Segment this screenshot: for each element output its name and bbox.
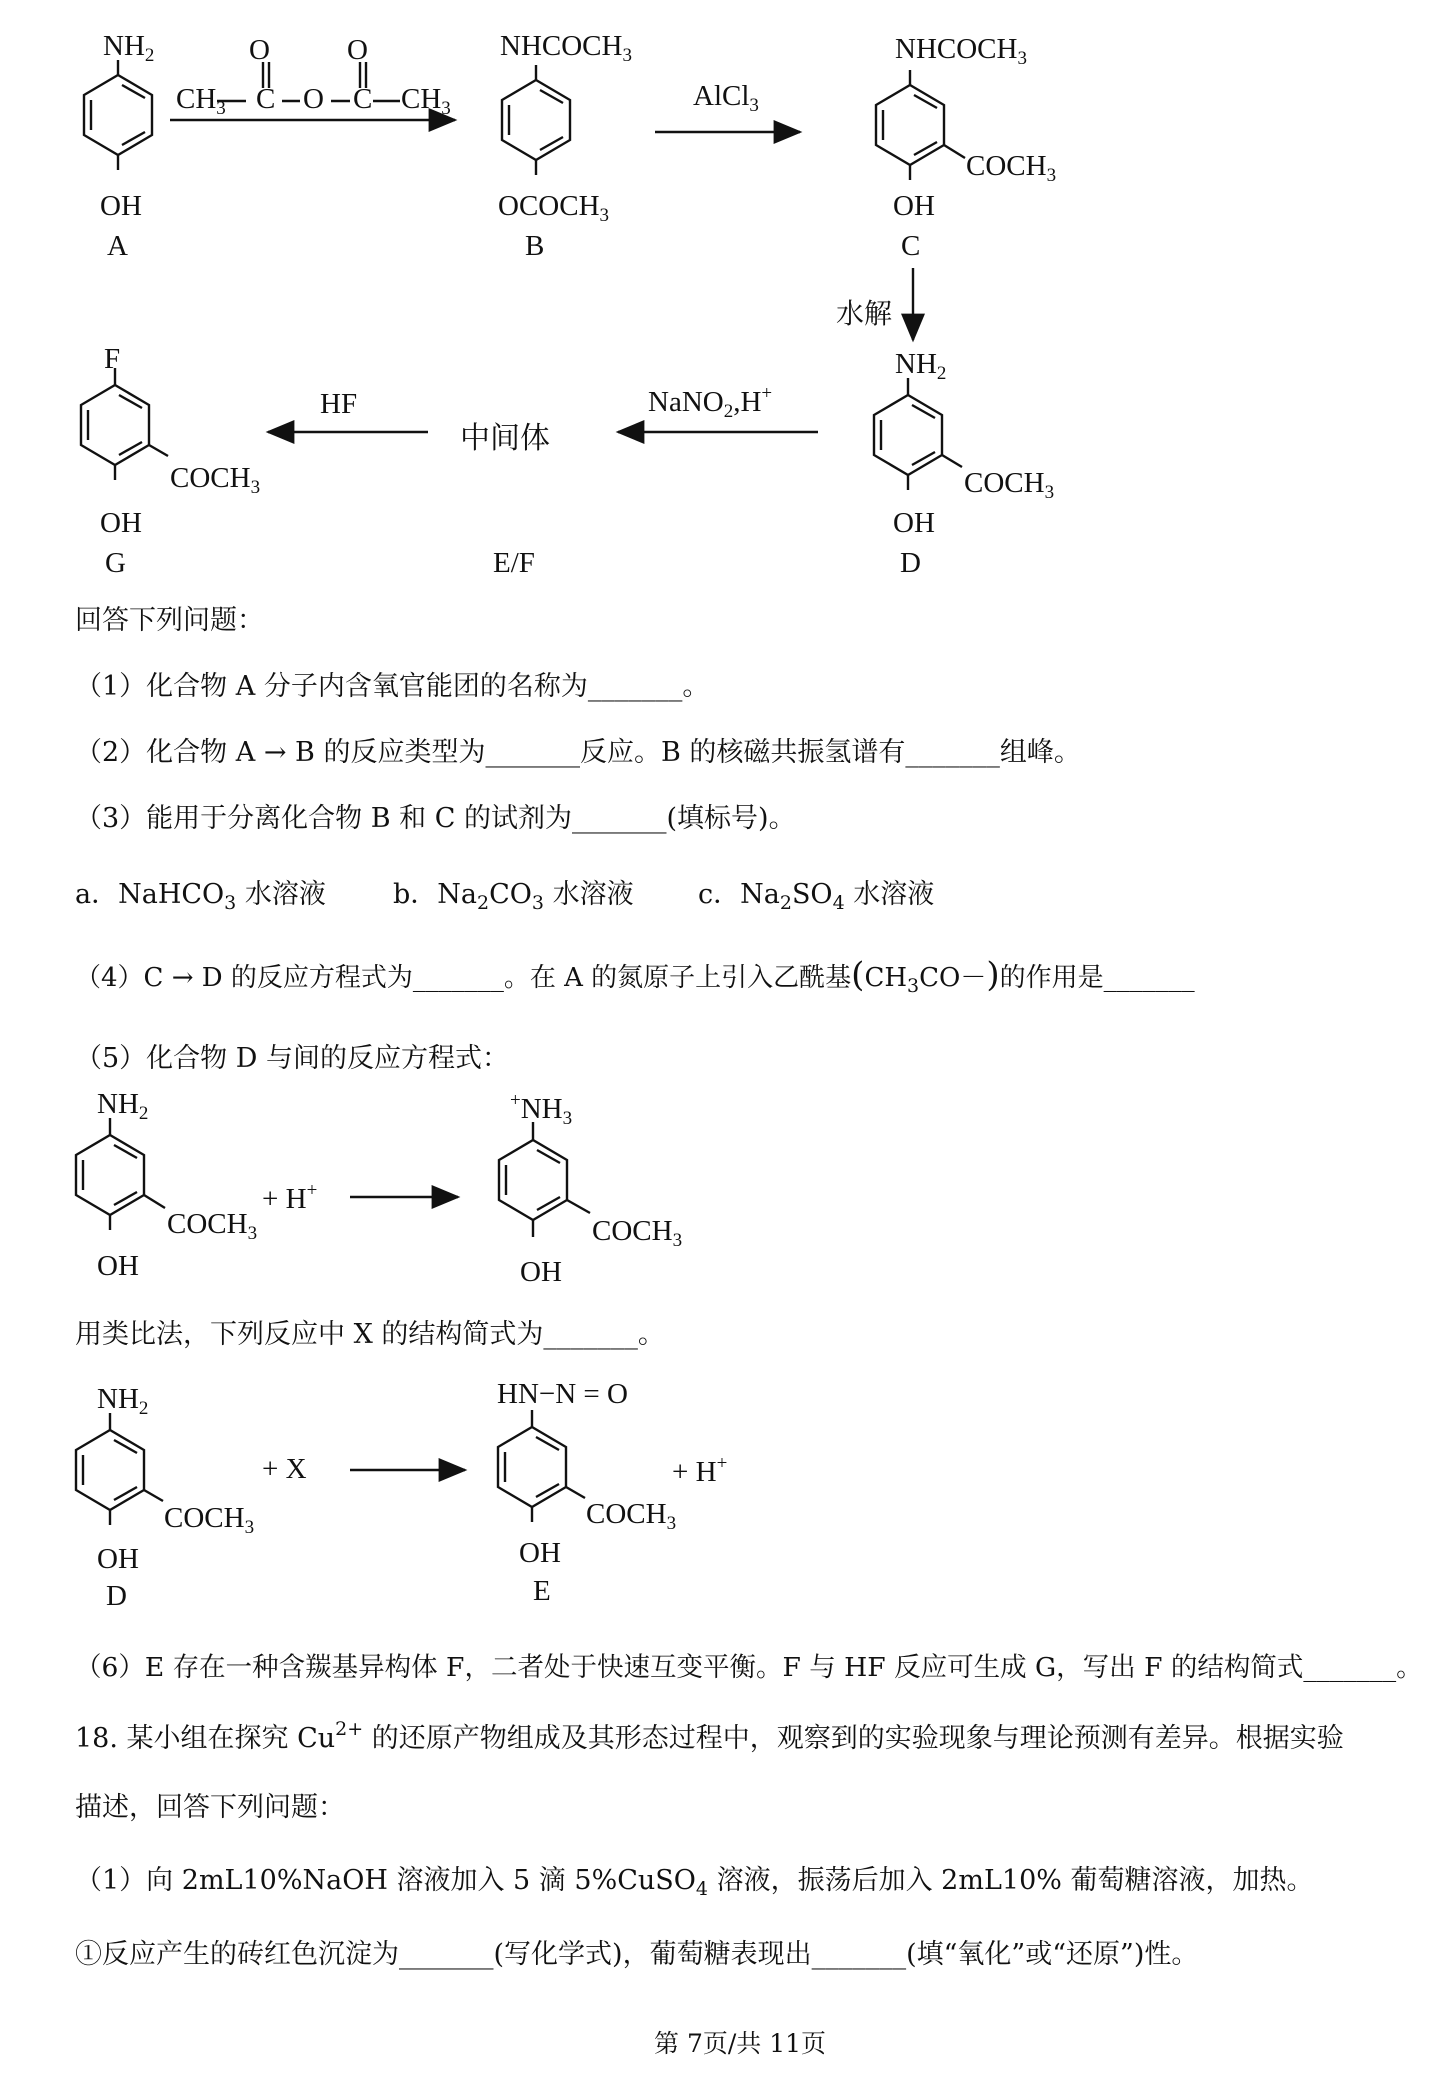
intermediate-label: 中间体 bbox=[460, 421, 550, 456]
question-3: （3）能用于分离化合物 B 和 C 的试剂为_______(填标号)。 bbox=[75, 803, 796, 834]
question-4: （4）C → D 的反应方程式为_______。在 A 的氮原子上引入乙酰基$(CH_3CO-)$的作用是_______ bbox=[75, 955, 1195, 997]
eq2-right-name: E bbox=[533, 1575, 551, 1607]
reagent-c-left: C bbox=[256, 83, 276, 115]
reagent-o-right: O bbox=[347, 34, 368, 66]
benzene-ring-eq2-right bbox=[498, 1410, 585, 1522]
q18-sub1a: ①反应产生的砖红色沉淀为_______(写化学式)，葡萄糖表现出_______(填“氧化”或“还原”)性。 bbox=[75, 1939, 1199, 1970]
reagent-ch3-left: $CH_3$ bbox=[176, 83, 226, 119]
benzene-ring-g bbox=[81, 368, 168, 480]
benzene-ring-eq2-left bbox=[76, 1413, 163, 1525]
analogy-question: 用类比法，下列反应中 X 的结构简式为_______。 bbox=[75, 1319, 665, 1350]
option-b: b．$Na_2CO_3$ 水溶液 bbox=[393, 879, 634, 914]
compound-g-name: G bbox=[105, 547, 126, 579]
compound-a-name: A bbox=[107, 230, 128, 262]
compound-d-name: D bbox=[900, 547, 921, 579]
questions-intro: 回答下列问题： bbox=[75, 605, 264, 636]
reagent-o-bridge: O bbox=[303, 83, 324, 115]
option-a: a．NaHCO$_3$ 水溶液 bbox=[75, 879, 326, 914]
intermediate-name: E/F bbox=[493, 547, 535, 579]
eq2-left-side: $COCH_3$ bbox=[164, 1502, 255, 1538]
reagent-c-right: C bbox=[353, 83, 373, 115]
eq2-left-hydroxyl: OH bbox=[97, 1543, 139, 1575]
eq2-plus-proton: + H+ bbox=[672, 1453, 728, 1488]
reagent-alcl3: AlCl$_3$ bbox=[693, 80, 759, 116]
question-1: （1）化合物 A 分子内含氧官能团的名称为_______。 bbox=[75, 671, 710, 702]
question-2: （2）化合物 A → B 的反应类型为_______反应。B 的核磁共振氢谱有_______组峰。 bbox=[75, 737, 1081, 768]
eq2-left-amino: $NH_2$ bbox=[97, 1383, 149, 1419]
reagent-hydrolysis: 水解 bbox=[836, 297, 893, 330]
eq1-left-side: $COCH_3$ bbox=[167, 1208, 258, 1244]
q18-line1: 18. 某小组在探究 $Cu^{2+}$ 的还原产物组成及其形态过程中，观察到的实验现象与理论预测有差异。根据实验 bbox=[75, 1718, 1344, 1754]
eq2-right-nitrosamine: HN−N = O bbox=[497, 1378, 628, 1410]
compound-b-bottom: $OCOCH_3$ bbox=[498, 190, 610, 226]
eq1-left-amino: $NH_2$ bbox=[97, 1088, 149, 1124]
compound-c-name: C bbox=[901, 230, 921, 262]
eq2-right-side: $COCH_3$ bbox=[586, 1498, 677, 1534]
eq1-right-ammonium: $^+NH_3$ bbox=[510, 1090, 573, 1129]
benzene-ring-a bbox=[84, 60, 152, 170]
compound-c-side: $COCH_3$ bbox=[966, 150, 1057, 186]
benzene-ring-eq1-left bbox=[76, 1118, 165, 1230]
reagent-ch3-right: $CH_3$ bbox=[401, 83, 451, 119]
reagent-o-left: O bbox=[249, 34, 270, 66]
eq1-right-hydroxyl: OH bbox=[520, 1256, 562, 1288]
q18-sub1: （1）向 2mL10%NaOH 溶液加入 5 滴 5%CuSO$_4$ 溶液，振荡后加入 2mL10% 葡萄糖溶液，加热。 bbox=[75, 1865, 1314, 1900]
benzene-ring-b bbox=[502, 65, 570, 175]
benzene-ring-c bbox=[876, 70, 965, 180]
page-footer: 第 7页/共 11页 bbox=[654, 2029, 827, 2058]
reagent-hf: HF bbox=[320, 388, 358, 420]
benzene-ring-eq1-right bbox=[499, 1122, 590, 1237]
compound-a-hydroxyl: OH bbox=[100, 190, 142, 222]
benzene-ring-d bbox=[874, 378, 962, 490]
compound-g-side: $COCH_3$ bbox=[170, 462, 261, 498]
compound-c-hydroxyl: OH bbox=[893, 190, 935, 222]
compound-a-amino: $NH_2$ bbox=[103, 30, 155, 66]
compound-d-hydroxyl: OH bbox=[893, 507, 935, 539]
q18-line2: 描述，回答下列问题： bbox=[75, 1792, 345, 1823]
eq2-right-hydroxyl: OH bbox=[519, 1537, 561, 1569]
compound-c-top: $NHCOCH_3$ bbox=[895, 33, 1027, 69]
compound-d-amino: $NH_2$ bbox=[895, 348, 947, 384]
eq1-left-hydroxyl: OH bbox=[97, 1250, 139, 1282]
eq2-plus-x: + X bbox=[262, 1453, 307, 1485]
question-5: （5）化合物 D 与间的反应方程式： bbox=[75, 1043, 509, 1074]
question-6: （6）E 存在一种含羰基异构体 F，二者处于快速互变平衡。F 与 HF 反应可生成 G，写出 F 的结构简式_______。 bbox=[75, 1652, 1423, 1683]
compound-d-side: $COCH_3$ bbox=[964, 467, 1055, 503]
eq2-left-name: D bbox=[106, 1580, 127, 1612]
compound-g-fluoro: F bbox=[104, 343, 121, 375]
compound-b-name: B bbox=[525, 230, 545, 262]
reagent-nano2: NaNO$_2$,H+ bbox=[648, 383, 773, 422]
compound-b-top: $NHCOCH_3$ bbox=[500, 30, 632, 66]
option-c: c．$Na_2SO_4$ 水溶液 bbox=[698, 879, 935, 914]
compound-g-hydroxyl: OH bbox=[100, 507, 142, 539]
eq1-plus-proton: + H+ bbox=[262, 1180, 318, 1215]
eq1-right-side: $COCH_3$ bbox=[592, 1215, 683, 1251]
